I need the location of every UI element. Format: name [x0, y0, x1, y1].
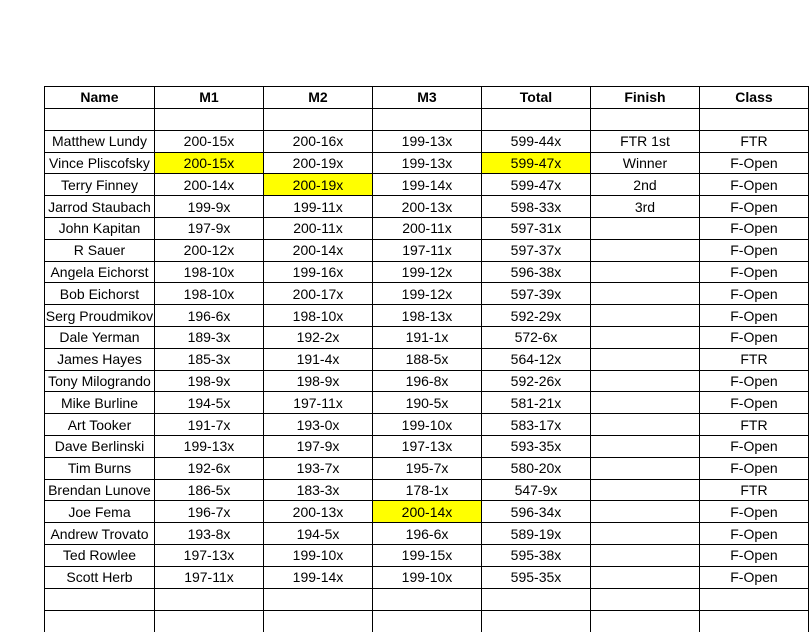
table-row — [45, 130, 809, 152]
cell-name[interactable]: Tony Milogrando — [45, 370, 155, 392]
cell-total[interactable]: 583-17x — [481, 414, 590, 436]
cell-m2[interactable]: 191-4x — [263, 348, 372, 370]
cell-total[interactable]: 581-21x — [481, 392, 590, 414]
cell-finish[interactable] — [590, 217, 699, 239]
cell-name[interactable]: Serg Proudmikov — [45, 305, 155, 327]
cell-m3[interactable]: 199-14x — [372, 174, 481, 196]
table-row — [45, 152, 809, 174]
cell-total[interactable]: 589-19x — [481, 523, 590, 545]
cell-m2[interactable]: 193-0x — [263, 414, 372, 436]
cell-total[interactable]: 592-26x — [481, 370, 590, 392]
empty-cell[interactable] — [372, 610, 481, 632]
cell-class[interactable]: F-Open — [699, 392, 808, 414]
cell-m3[interactable]: 199-13x — [372, 152, 481, 174]
empty-cell[interactable] — [699, 610, 808, 632]
cell-class[interactable]: F-Open — [699, 174, 808, 196]
empty-cell[interactable] — [154, 588, 263, 610]
cell-finish[interactable] — [590, 348, 699, 370]
cell-m3[interactable]: 199-13x — [372, 130, 481, 152]
cell-finish[interactable]: 3rd — [590, 196, 699, 218]
cell-finish[interactable] — [590, 326, 699, 348]
cell-total[interactable]: 572-6x — [481, 326, 590, 348]
cell-finish[interactable] — [590, 261, 699, 283]
results-table — [44, 86, 809, 632]
cell-m3[interactable]: 188-5x — [372, 348, 481, 370]
cell-m1[interactable]: 189-3x — [154, 326, 263, 348]
cell-m2[interactable]: 200-13x — [263, 501, 372, 523]
table-row — [45, 523, 809, 545]
cell-m1[interactable]: 196-7x — [154, 501, 263, 523]
cell-m1[interactable]: 198-9x — [154, 370, 263, 392]
table-row — [45, 479, 809, 501]
empty-cell[interactable] — [481, 588, 590, 610]
cell-m1[interactable]: 185-3x — [154, 348, 263, 370]
cell-name[interactable]: John Kapitan — [45, 217, 155, 239]
table-row — [45, 392, 809, 414]
cell-m3[interactable]: 200-11x — [372, 217, 481, 239]
cell-m3[interactable]: 199-10x — [372, 566, 481, 588]
cell-total[interactable]: 580-20x — [481, 457, 590, 479]
table-row — [45, 174, 809, 196]
cell-m3[interactable]: 191-1x — [372, 326, 481, 348]
cell-m2[interactable]: 198-10x — [263, 305, 372, 327]
cell-m1[interactable]: 197-9x — [154, 217, 263, 239]
empty-cell[interactable] — [590, 610, 699, 632]
cell-m1[interactable]: 197-11x — [154, 566, 263, 588]
cell-m1[interactable]: 186-5x — [154, 479, 263, 501]
cell-m1[interactable]: 198-10x — [154, 261, 263, 283]
cell-class[interactable]: F-Open — [699, 326, 808, 348]
table-row — [45, 283, 809, 305]
empty-cell[interactable] — [263, 588, 372, 610]
cell-class[interactable]: F-Open — [699, 239, 808, 261]
cell-m2[interactable]: 197-9x — [263, 435, 372, 457]
cell-m1[interactable]: 197-13x — [154, 544, 263, 566]
cell-total[interactable]: 592-29x — [481, 305, 590, 327]
empty-cell[interactable] — [372, 588, 481, 610]
cell-name[interactable]: Bob Eichorst — [45, 283, 155, 305]
cell-m2[interactable]: 183-3x — [263, 479, 372, 501]
cell-m1[interactable]: 200-14x — [154, 174, 263, 196]
cell-class[interactable]: F-Open — [699, 217, 808, 239]
cell-class[interactable]: F-Open — [699, 370, 808, 392]
empty-cell[interactable] — [154, 610, 263, 632]
empty-row — [45, 588, 809, 610]
cell-m1[interactable]: 200-12x — [154, 239, 263, 261]
cell-m3[interactable]: 196-8x — [372, 370, 481, 392]
cell-m3[interactable]: 200-13x — [372, 196, 481, 218]
cell-m2[interactable]: 200-19x — [263, 152, 372, 174]
cell-total[interactable]: 598-33x — [481, 196, 590, 218]
cell-m3[interactable]: 198-13x — [372, 305, 481, 327]
cell-total[interactable]: 596-38x — [481, 261, 590, 283]
empty-cell[interactable] — [45, 610, 155, 632]
header-row — [45, 87, 809, 109]
header-m2[interactable]: M2 — [263, 87, 372, 109]
cell-m2[interactable]: 200-19x — [263, 174, 372, 196]
cell-finish[interactable] — [590, 479, 699, 501]
cell-class[interactable]: F-Open — [699, 152, 808, 174]
cell-name[interactable]: Mike Burline — [45, 392, 155, 414]
cell-m3[interactable]: 190-5x — [372, 392, 481, 414]
cell-class[interactable]: F-Open — [699, 196, 808, 218]
cell-name[interactable]: Angela Eichorst — [45, 261, 155, 283]
cell-class[interactable]: F-Open — [699, 544, 808, 566]
cell-m1[interactable]: 194-5x — [154, 392, 263, 414]
cell-m2[interactable]: 192-2x — [263, 326, 372, 348]
cell-finish[interactable] — [590, 457, 699, 479]
cell-m3[interactable]: 195-7x — [372, 457, 481, 479]
cell-m2[interactable]: 194-5x — [263, 523, 372, 545]
cell-class[interactable]: F-Open — [699, 501, 808, 523]
cell-m2[interactable]: 199-16x — [263, 261, 372, 283]
table-row — [45, 261, 809, 283]
table-row — [45, 544, 809, 566]
cell-total[interactable]: 547-9x — [481, 479, 590, 501]
cell-finish[interactable]: Winner — [590, 152, 699, 174]
cell-name[interactable]: Art Tooker — [45, 414, 155, 436]
cell-m1[interactable]: 200-15x — [154, 152, 263, 174]
empty-cell[interactable] — [263, 610, 372, 632]
cell-m1[interactable]: 200-15x — [154, 130, 263, 152]
cell-name[interactable]: Dale Yerman — [45, 326, 155, 348]
cell-finish[interactable] — [590, 414, 699, 436]
cell-m3[interactable]: 178-1x — [372, 479, 481, 501]
cell-finish[interactable] — [590, 392, 699, 414]
cell-name[interactable]: Scott Herb — [45, 566, 155, 588]
cell-total[interactable]: 593-35x — [481, 435, 590, 457]
cell-m2[interactable]: 199-10x — [263, 544, 372, 566]
cell-m2[interactable]: 199-11x — [263, 196, 372, 218]
cell-m3[interactable]: 196-6x — [372, 523, 481, 545]
cell-m2[interactable]: 200-17x — [263, 283, 372, 305]
cell-class[interactable]: FTR — [699, 479, 808, 501]
cell-finish[interactable] — [590, 501, 699, 523]
cell-total[interactable]: 597-37x — [481, 239, 590, 261]
cell-m3[interactable]: 200-14x — [372, 501, 481, 523]
cell-m1[interactable]: 192-6x — [154, 457, 263, 479]
cell-class[interactable]: FTR — [699, 348, 808, 370]
cell-finish[interactable] — [590, 566, 699, 588]
cell-class[interactable]: F-Open — [699, 305, 808, 327]
cell-total[interactable]: 599-47x — [481, 152, 590, 174]
cell-class[interactable]: F-Open — [699, 566, 808, 588]
header-m1[interactable]: M1 — [154, 87, 263, 109]
empty-row — [45, 610, 809, 632]
cell-name[interactable]: Terry Finney — [45, 174, 155, 196]
header-class[interactable]: Class — [699, 87, 808, 109]
cell-class[interactable]: F-Open — [699, 283, 808, 305]
cell-m1[interactable]: 193-8x — [154, 523, 263, 545]
cell-name[interactable]: Vince Pliscofsky — [45, 152, 155, 174]
cell-total[interactable]: 599-44x — [481, 130, 590, 152]
cell-total[interactable]: 564-12x — [481, 348, 590, 370]
empty-cell[interactable] — [45, 108, 155, 130]
table-row — [45, 217, 809, 239]
cell-m2[interactable]: 198-9x — [263, 370, 372, 392]
cell-finish[interactable]: 2nd — [590, 174, 699, 196]
cell-total[interactable]: 599-47x — [481, 174, 590, 196]
cell-name[interactable]: R Sauer — [45, 239, 155, 261]
cell-m1[interactable]: 199-13x — [154, 435, 263, 457]
cell-class[interactable]: F-Open — [699, 523, 808, 545]
cell-m3[interactable]: 197-13x — [372, 435, 481, 457]
cell-class[interactable]: FTR — [699, 130, 808, 152]
table-row — [45, 501, 809, 523]
empty-row — [45, 108, 809, 130]
cell-m1[interactable]: 199-9x — [154, 196, 263, 218]
cell-name[interactable]: Tim Burns — [45, 457, 155, 479]
empty-cell[interactable] — [699, 588, 808, 610]
cell-m3[interactable]: 199-12x — [372, 261, 481, 283]
header-finish[interactable]: Finish — [590, 87, 699, 109]
table-row — [45, 348, 809, 370]
cell-m1[interactable]: 196-6x — [154, 305, 263, 327]
cell-m2[interactable]: 200-11x — [263, 217, 372, 239]
empty-cell[interactable] — [590, 108, 699, 130]
table-row — [45, 305, 809, 327]
empty-cell[interactable] — [590, 588, 699, 610]
cell-finish[interactable] — [590, 435, 699, 457]
empty-cell[interactable] — [154, 108, 263, 130]
table-row — [45, 457, 809, 479]
cell-total[interactable]: 596-34x — [481, 501, 590, 523]
cell-name[interactable]: Matthew Lundy — [45, 130, 155, 152]
empty-cell[interactable] — [481, 610, 590, 632]
cell-class[interactable]: FTR — [699, 414, 808, 436]
empty-cell[interactable] — [481, 108, 590, 130]
header-name[interactable]: Name — [45, 87, 155, 109]
cell-name[interactable]: Joe Fema — [45, 501, 155, 523]
cell-name[interactable]: Dave Berlinski — [45, 435, 155, 457]
cell-name[interactable]: Ted Rowlee — [45, 544, 155, 566]
table-row — [45, 435, 809, 457]
cell-total[interactable]: 597-39x — [481, 283, 590, 305]
table-row — [45, 196, 809, 218]
cell-class[interactable]: F-Open — [699, 435, 808, 457]
cell-m3[interactable]: 199-15x — [372, 544, 481, 566]
empty-cell[interactable] — [699, 108, 808, 130]
cell-m3[interactable]: 199-10x — [372, 414, 481, 436]
cell-name[interactable]: Brendan Lunove — [45, 479, 155, 501]
cell-finish[interactable] — [590, 305, 699, 327]
cell-finish[interactable] — [590, 370, 699, 392]
cell-m2[interactable]: 197-11x — [263, 392, 372, 414]
empty-cell[interactable] — [45, 588, 155, 610]
cell-m2[interactable]: 199-14x — [263, 566, 372, 588]
cell-class[interactable]: F-Open — [699, 457, 808, 479]
cell-m2[interactable]: 200-16x — [263, 130, 372, 152]
cell-total[interactable]: 595-38x — [481, 544, 590, 566]
table-row — [45, 414, 809, 436]
table-row — [45, 239, 809, 261]
cell-name[interactable]: Jarrod Staubach — [45, 196, 155, 218]
empty-cell[interactable] — [372, 108, 481, 130]
cell-name[interactable]: James Hayes — [45, 348, 155, 370]
cell-finish[interactable] — [590, 239, 699, 261]
cell-m2[interactable]: 193-7x — [263, 457, 372, 479]
cell-finish[interactable]: FTR 1st — [590, 130, 699, 152]
cell-m3[interactable]: 197-11x — [372, 239, 481, 261]
header-m3[interactable]: M3 — [372, 87, 481, 109]
table-row — [45, 326, 809, 348]
cell-finish[interactable] — [590, 283, 699, 305]
header-total[interactable]: Total — [481, 87, 590, 109]
cell-m1[interactable]: 191-7x — [154, 414, 263, 436]
cell-finish[interactable] — [590, 544, 699, 566]
cell-class[interactable]: F-Open — [699, 261, 808, 283]
cell-total[interactable]: 597-31x — [481, 217, 590, 239]
cell-m3[interactable]: 199-12x — [372, 283, 481, 305]
empty-cell[interactable] — [263, 108, 372, 130]
cell-m2[interactable]: 200-14x — [263, 239, 372, 261]
table-row — [45, 566, 809, 588]
cell-total[interactable]: 595-35x — [481, 566, 590, 588]
cell-m1[interactable]: 198-10x — [154, 283, 263, 305]
table-row — [45, 370, 809, 392]
cell-name[interactable]: Andrew Trovato — [45, 523, 155, 545]
cell-finish[interactable] — [590, 523, 699, 545]
